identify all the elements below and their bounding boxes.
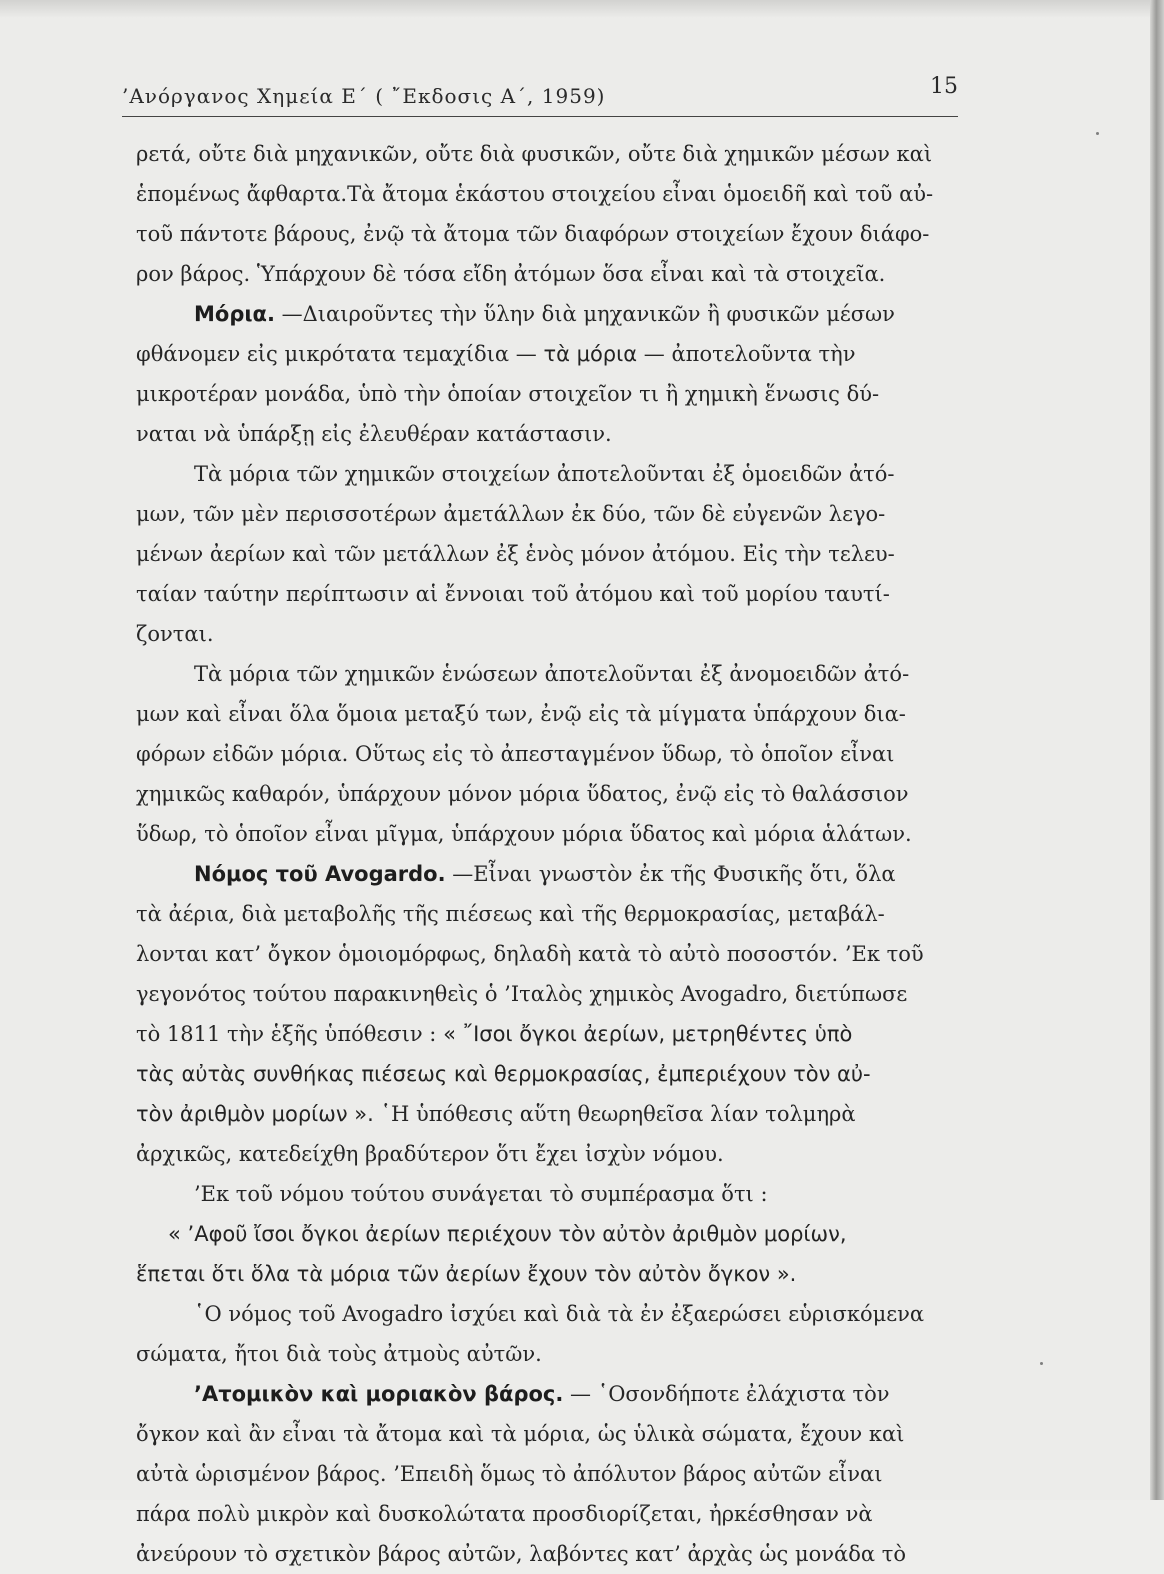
section-heading-moria: Μόρια. (194, 302, 275, 326)
atomic-weight-line-1-text: — ῾Οσονδήποτε ἐλάχιστα τὸν (570, 1382, 890, 1406)
running-title: ’Ανόργανος Χημεία Ε΄ ( ῎Εκδοσις Α΄, 1959) (122, 84, 606, 108)
conclusion-quote-line-2: ἕπεται ὅτι ὅλα τὰ μόρια τῶν ἀερίων ἔχουν τὸν αὐτὸν ὄγκον ». (136, 1262, 797, 1286)
avogadro-section-line-6: τὰς αὐτὰς συνθήκας πιέσεως καὶ θερμοκρασίας, ἐμπεριέχουν τὸν αὐ- (136, 1062, 871, 1086)
top-scan-shadow (0, 0, 1150, 18)
atomic-weight-section-line-1 (136, 1374, 971, 1414)
avogadro-hypothesis-end: τὸν ἀριθμὸν μορίων ». (136, 1102, 374, 1126)
avogadro-section-line-8: ἀρχικῶς, κατεδείχθη βραδύτερον ὅτι ἔχει ἰσχὺν νόμου. (136, 1142, 724, 1166)
body-text (136, 134, 971, 1574)
page-number: 15 (930, 74, 958, 99)
conclusion-intro-line: ’Εκ τοῦ νόμου τούτου συνάγεται τὸ συμπέρασμα ὅτι : (194, 1182, 768, 1206)
avogadro-hypothesis-start: « ῎Ισοι ὄγκοι ἀερίων, μετρηθέντες ὑπὸ (443, 1022, 853, 1046)
avogadro-section-line-2: τὰ ἀέρια, διὰ μεταβολῆς τῆς πιέσεως καὶ τῆς θερμοκρασίας, μεταβάλ- (136, 902, 885, 926)
paragraph-1-line-4: ρον βάρος. Ὑπάρχουν δὲ τόσα εἴδη ἀτόμων ὅσα εἶναι καὶ τὰ στοιχεῖα. (136, 262, 886, 286)
paragraph-4-line-3: φόρων εἰδῶν μόρια. Οὕτως εἰς τὸ ἀπεσταγμένον ὕδωρ, τὸ ὁποῖον εἶναι (136, 742, 895, 766)
moria-line-2-part-3: — ἀποτελοῦντα τὴν (643, 342, 856, 366)
moria-inline-term: τὰ μόρια (543, 342, 638, 366)
moria-section-line-2 (136, 334, 971, 374)
moria-line-1-text: —Διαιροῦντες τὴν ὕλην διὰ μηχανικῶν ἢ φυσικῶν μέσων (281, 302, 895, 326)
section-heading-avogadro: Νόμος τοῦ Avogardo. (194, 862, 446, 886)
avogadro-line-7-part-2: ῾Η ὑπόθεσις αὕτη θεωρηθεῖσα λίαν τολμηρὰ (380, 1102, 856, 1126)
running-header (122, 74, 958, 117)
paragraph-3-line-3: μένων ἀερίων καὶ τῶν μετάλλων ἐξ ἑνὸς μόνον ἀτόμου. Εἰς τὴν τελευ- (136, 542, 895, 566)
paragraph-7-line-1: ῾Ο νόμος τοῦ Avogadro ἰσχύει καὶ διὰ τὰ ἐν ἐξαερώσει εὑρισκόμενα (194, 1302, 925, 1326)
atomic-weight-section-line-5: ἀνεύρουν τὸ σχετικὸν βάρος αὐτῶν, λαβόντες κατ’ ἀρχὰς ὡς μονάδα τὸ (136, 1542, 906, 1566)
paragraph-3-line-5: ζονται. (136, 622, 214, 646)
scan-speck (1096, 132, 1099, 135)
paragraph-4-line-1: Τὰ μόρια τῶν χημικῶν ἑνώσεων ἀποτελοῦνται ἐξ ἀνομοειδῶν ἀτό- (194, 662, 910, 686)
avogadro-section-line-1 (136, 854, 971, 894)
conclusion-quote-line-1: « ’Αφοῦ ἴσοι ὄγκοι ἀερίων περιέχουν τὸν αὐτὸν ἀριθμὸν μορίων, (168, 1222, 847, 1246)
scan-speck (1040, 1362, 1043, 1365)
avogadro-section-line-4: γεγονότος τούτου παρακινηθεὶς ὁ ’Ιταλὸς χημικὸς Avogadro, διετύπωσε (136, 982, 908, 1006)
avogadro-line-5-part-1: τὸ 1811 τὴν ἑξῆς ὑπόθεσιν : (136, 1022, 437, 1046)
atomic-weight-section-line-3: αὐτὰ ὡρισμένον βάρος. ’Επειδὴ ὅμως τὸ ἀπόλυτον βάρος αὐτῶν εἶναι (136, 1462, 883, 1486)
paragraph-1-line-2: ἑπομένως ἄφθαρτα.Τὰ ἄτομα ἑκάστου στοιχείου εἶναι ὁμοειδῆ καὶ τοῦ αὐ- (136, 182, 934, 206)
paragraph-3-line-4: ταίαν ταύτην περίπτωσιν αἱ ἔννοιαι τοῦ ἀτόμου καὶ τοῦ μορίου ταυτί- (136, 582, 890, 606)
paragraph-1-line-1: ρετά, οὔτε διὰ μηχανικῶν, οὔτε διὰ φυσικῶν, οὔτε διὰ χημικῶν μέσων καὶ (136, 142, 933, 166)
paragraph-4-line-5: ὕδωρ, τὸ ὁποῖον εἶναι μῖγμα, ὑπάρχουν μόρια ὕδατος καὶ μόρια ἁλάτων. (136, 822, 912, 846)
page-binding-edge (1150, 0, 1164, 1500)
paragraph-1-line-3: τοῦ πάντοτε βάρους, ἐνῷ τὰ ἄτομα τῶν διαφόρων στοιχείων ἔχουν διάφο- (136, 222, 930, 246)
paragraph-4-line-2: μων καὶ εἶναι ὅλα ὅμοια μεταξύ των, ἐνῷ εἰς τὰ μίγματα ὑπάρχουν δια- (136, 702, 906, 726)
paragraph-3-line-2: μων, τῶν μὲν περισσοτέρων ἀμετάλλων ἐκ δύο, τῶν δὲ εὐγενῶν λεγο- (136, 502, 886, 526)
section-heading-atomic-molecular-weight: ’Ατομικὸν καὶ μοριακὸν βάρος. (194, 1382, 564, 1406)
avogadro-section-line-3: λονται κατ’ ὄγκον ὁμοιομόρφως, δηλαδὴ κατὰ τὸ αὐτὸ ποσοστόν. ’Εκ τοῦ (136, 942, 924, 966)
avogadro-line-1-text: —Εἶναι γνωστὸν ἐκ τῆς Φυσικῆς ὅτι, ὅλα (452, 862, 896, 886)
paragraph-4-line-4: χημικῶς καθαρόν, ὑπάρχουν μόνον μόρια ὕδατος, ἐνῷ εἰς τὸ θαλάσσιον (136, 782, 909, 806)
avogadro-section-line-5 (136, 1014, 971, 1054)
paragraph-7-line-2: σώματα, ἤτοι διὰ τοὺς ἀτμοὺς αὐτῶν. (136, 1342, 542, 1366)
moria-line-2-part-1: φθάνομεν εἰς μικρότατα τεμαχίδια — (136, 342, 537, 366)
moria-section-line-4: ναται νὰ ὑπάρξῃ εἰς ἐλευθέραν κατάστασιν. (136, 422, 612, 446)
paragraph-3-line-1: Τὰ μόρια τῶν χημικῶν στοιχείων ἀποτελοῦνται ἐξ ὁμοειδῶν ἀτό- (194, 462, 895, 486)
atomic-weight-section-line-4: πάρα πολὺ μικρὸν καὶ δυσκολώτατα προσδιορίζεται, ἠρκέσθησαν νὰ (136, 1502, 873, 1526)
moria-section-line-1 (136, 294, 971, 334)
avogadro-section-line-7 (136, 1094, 971, 1134)
atomic-weight-section-line-2: ὄγκον καὶ ἂν εἶναι τὰ ἄτομα καὶ τὰ μόρια, ὡς ὑλικὰ σώματα, ἔχουν καὶ (136, 1422, 905, 1446)
moria-section-line-3: μικροτέραν μονάδα, ὑπὸ τὴν ὁποίαν στοιχεῖον τι ἢ χημικὴ ἕνωσις δύ- (136, 382, 880, 406)
